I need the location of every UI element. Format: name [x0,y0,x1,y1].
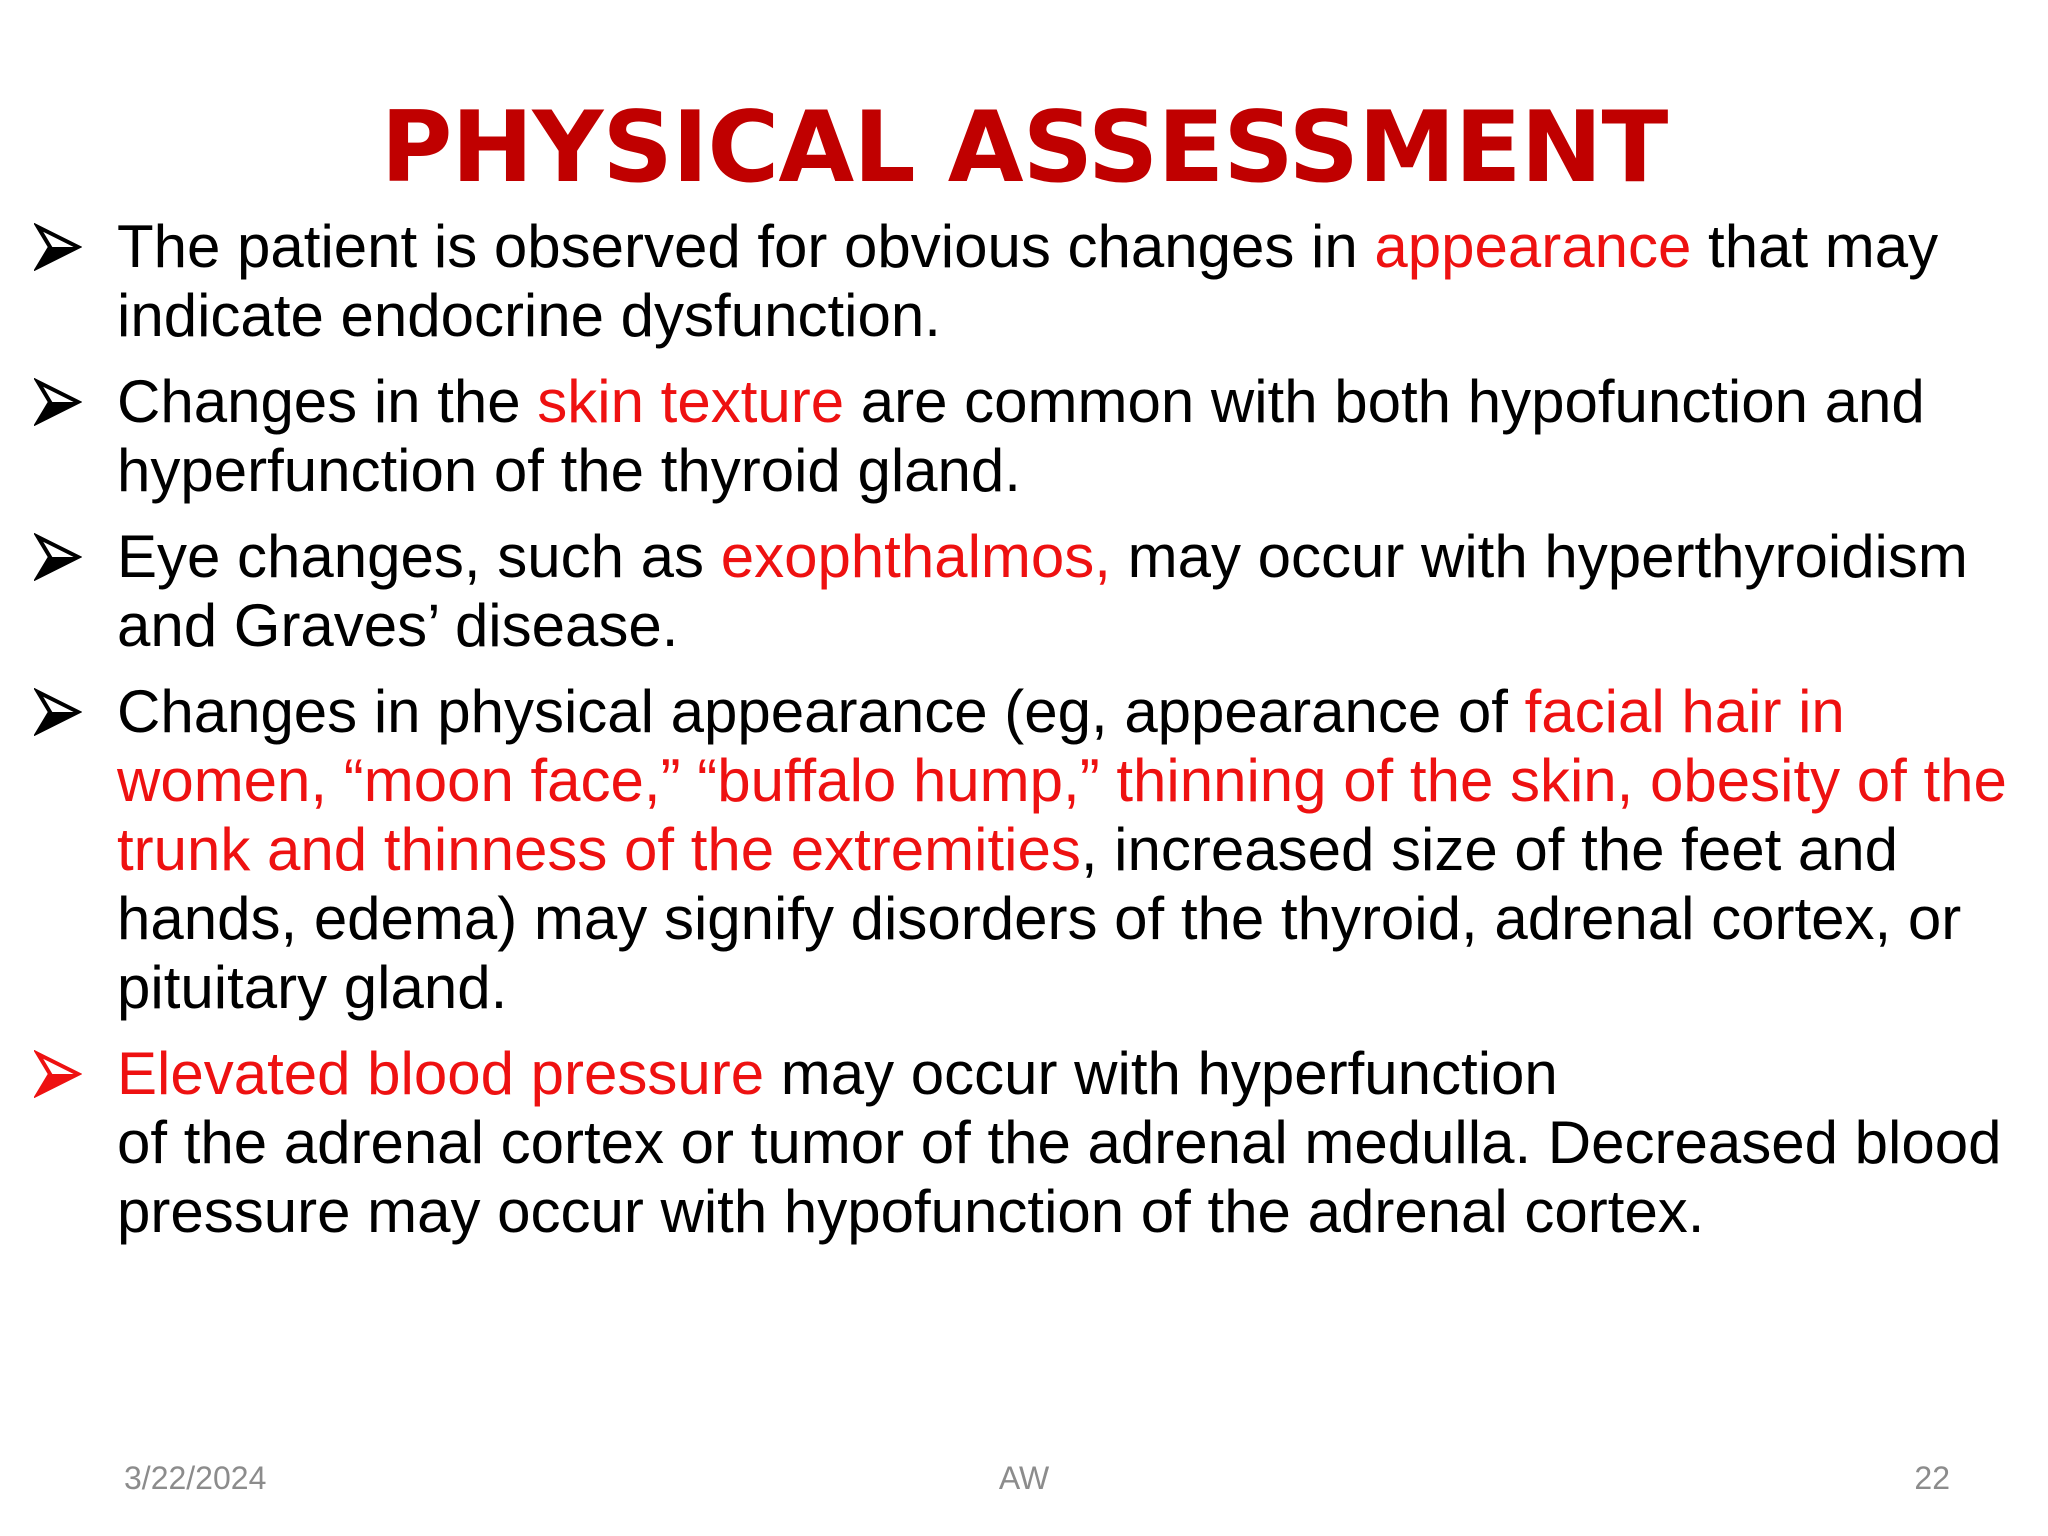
bullet-segment: may occur with hyperthyroidism and Graves’ disease. [117,523,1968,659]
footer-author: AW [998,1460,1050,1496]
footer-date: 3/22/2024 [124,1460,267,1496]
bullet-text [117,523,1968,659]
arrowhead-bullet-icon-shape [34,223,82,271]
bullet-segment: The patient is observed for obvious changes in [117,213,1375,280]
footer-page-number: 22 [1914,1460,1950,1496]
bullet-segment: Eye changes, such as [117,523,721,590]
bullet-segment: of the adrenal cortex or tumor of the adrenal medulla. Decreased blood pressure may occur with hypofunction of the adrenal cortex. [117,1109,2002,1245]
bullet-segment: Changes in the [117,368,538,435]
bullet-segment: Changes in physical appearance (eg, appearance of [117,678,1525,745]
arrowhead-bullet-icon [34,677,90,746]
bullet-segment: that may indicate endocrine dysfunction. [117,213,1939,349]
bullet-text [117,1040,2001,1245]
bullet-item [34,367,2034,505]
bullet-list [34,212,2034,1263]
bullet-highlight: exophthalmos, [720,523,1111,590]
bullet-highlight: skin texture [537,368,845,435]
bullet-highlight: appearance [1374,213,1692,280]
slide-title: PHYSICAL ASSESSMENT [380,91,1668,205]
arrowhead-bullet-icon-shape [34,688,82,736]
bullet-item [34,1039,2034,1246]
arrowhead-bullet-icon-shape [34,1050,82,1098]
bullet-text [117,213,1938,349]
bullet-segment: are common with both hypofunction and hyperfunction of the thyroid gland. [117,368,1925,504]
bullet-text [117,368,1925,504]
arrowhead-bullet-icon [34,1039,90,1108]
arrowhead-bullet-icon [34,212,90,281]
arrowhead-bullet-icon-shape [34,378,82,426]
bullet-text [117,678,2007,1021]
arrowhead-bullet-icon [34,522,90,591]
arrowhead-bullet-icon [34,367,90,436]
arrowhead-bullet-icon-shape [34,533,82,581]
bullet-segment: , increased size of the feet and hands, edema) may signify disorders of the thyroid, adrenal cortex, or pituitary gland. [117,816,1962,1021]
bullet-item [34,212,2034,350]
bullet-highlight: Elevated blood pressure [117,1040,765,1107]
bullet-segment: may occur with hyperfunction [764,1040,1558,1107]
bullet-item [34,677,2034,1022]
bullet-highlight: facial hair in women, “moon face,” “buffalo hump,” thinning of the skin, obesity of the trunk and thinness of the extremities [117,678,2007,883]
bullet-item [34,522,2034,660]
